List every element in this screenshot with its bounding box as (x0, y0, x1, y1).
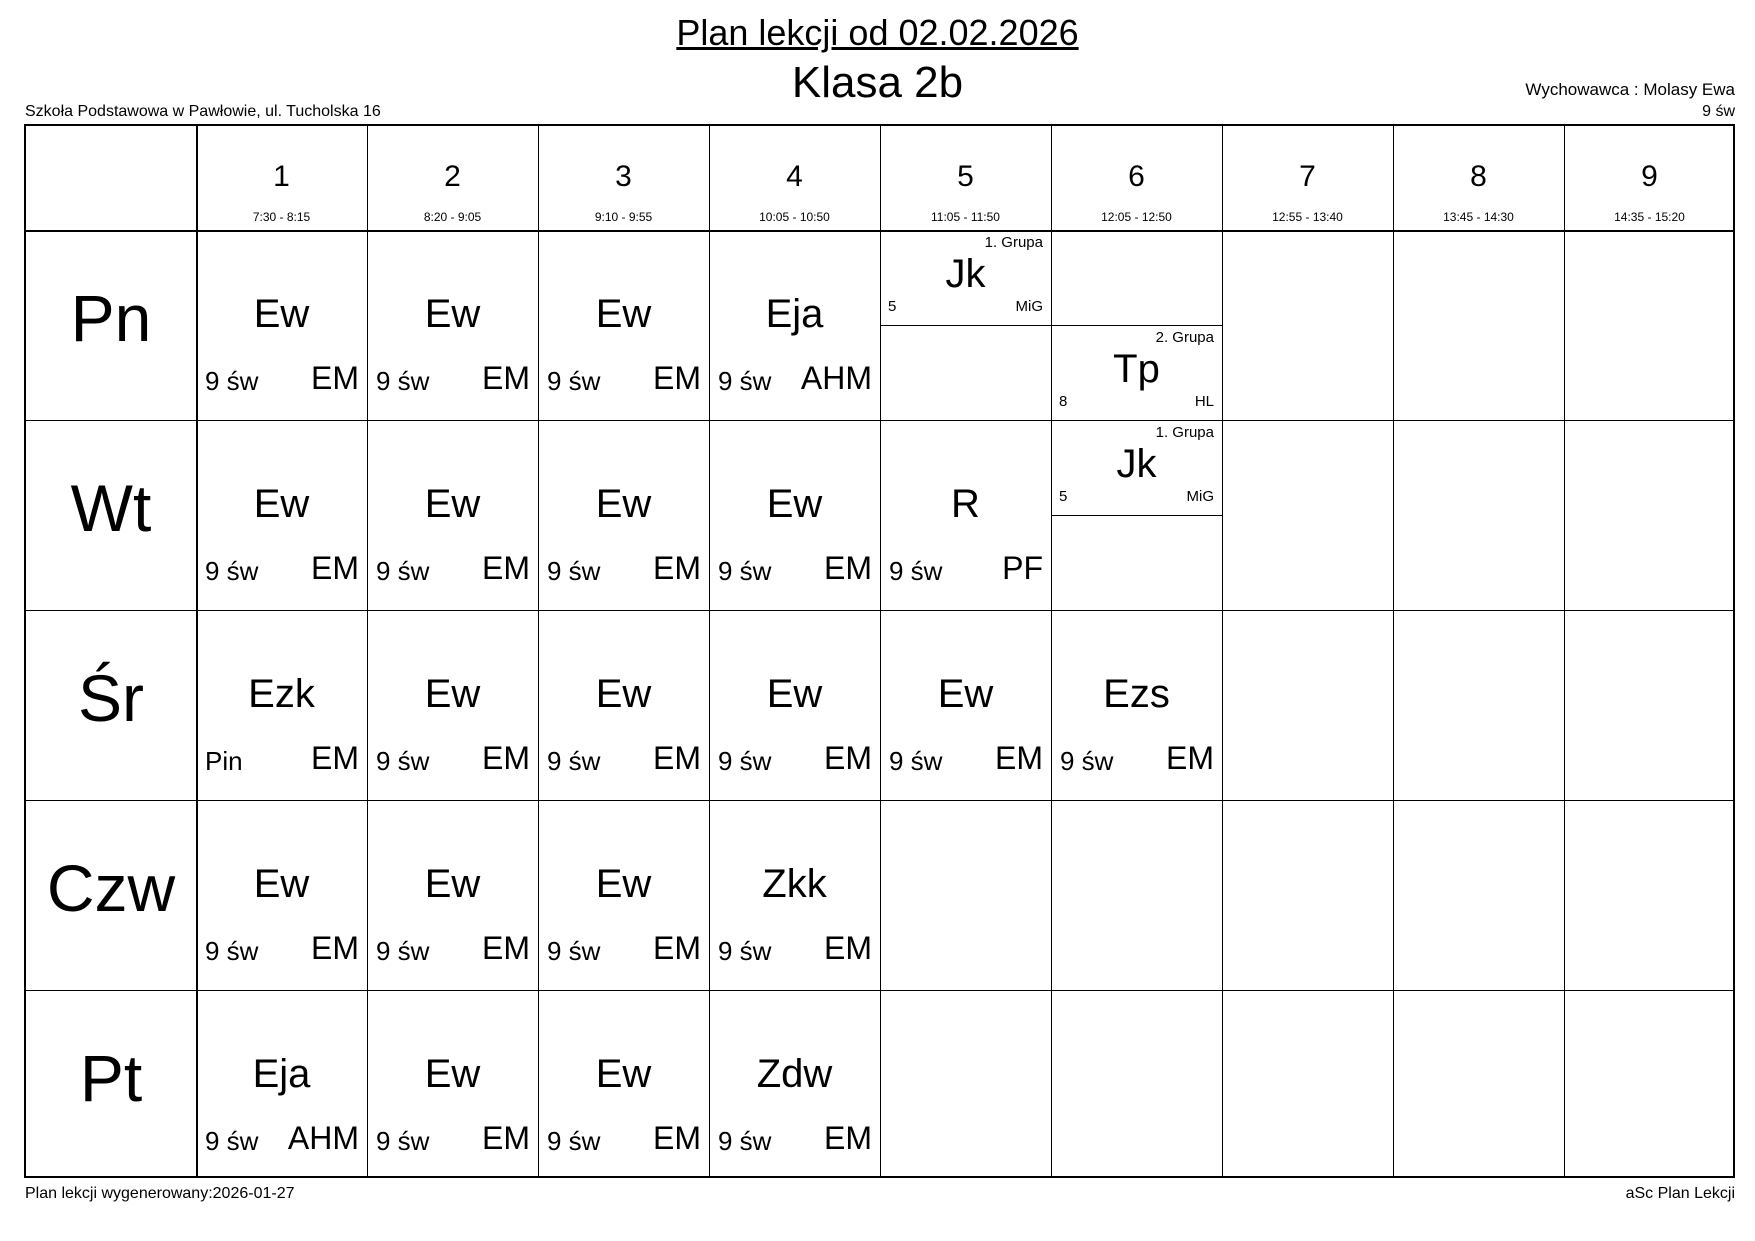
period-time: 8:20 - 9:05 (423, 210, 482, 224)
lesson-subject: Zdw (756, 1052, 833, 1096)
lesson-cell[interactable] (538, 990, 709, 1180)
period-number: 5 (957, 160, 974, 193)
lesson-cell[interactable] (196, 800, 367, 990)
period-time: 11:05 - 11:50 (931, 210, 1000, 224)
lesson-teacher: MiG (1186, 488, 1214, 505)
period-header (1393, 126, 1564, 230)
lesson-room: 5 (888, 298, 897, 315)
period-time: 9:10 - 9:55 (594, 210, 653, 224)
class-name: Klasa 2b (791, 58, 964, 107)
lesson-room: 9 św (547, 936, 601, 966)
lesson-teacher: HL (1194, 393, 1214, 410)
period-number: 6 (1128, 160, 1145, 193)
lesson-subject: Eja (252, 1052, 311, 1096)
lesson-room: Pin (205, 746, 243, 776)
lesson-room: 9 św (547, 556, 601, 586)
period-header (709, 126, 880, 230)
period-header (367, 126, 538, 230)
lesson-room: 9 św (547, 746, 601, 776)
lesson-subject: Ew (424, 482, 481, 526)
day-label: Czw (46, 851, 176, 925)
lesson-subject: Ew (253, 482, 310, 526)
lesson-teacher: EM (995, 740, 1043, 776)
lesson-subject: Ew (424, 1052, 481, 1096)
group-lesson-cell[interactable] (1051, 325, 1222, 420)
lesson-cell[interactable] (196, 230, 367, 420)
period-time: 10:05 - 10:50 (759, 210, 830, 224)
lesson-subject: Ezs (1103, 672, 1170, 716)
lesson-subject: Tp (1113, 347, 1160, 391)
lesson-teacher: AHM (800, 360, 872, 396)
lesson-subject: Zkk (762, 862, 827, 906)
lesson-subject: Eja (765, 292, 824, 336)
period-number: 8 (1470, 160, 1487, 193)
period-header (1222, 126, 1393, 230)
lesson-teacher: EM (482, 360, 530, 396)
lesson-subject: Ew (766, 482, 823, 526)
lesson-teacher: EM (653, 360, 701, 396)
lesson-cell[interactable] (538, 230, 709, 420)
lesson-teacher: EM (1166, 740, 1214, 776)
timetable-title: Plan lekcji od 02.02.2026 (676, 12, 1079, 53)
lesson-room: 9 św (547, 1126, 601, 1156)
lesson-subject: Jk (1116, 442, 1157, 486)
lesson-subject: Ew (595, 292, 652, 336)
period-header (1564, 126, 1735, 230)
lesson-room: 9 św (889, 556, 943, 586)
period-time: 12:55 - 13:40 (1272, 210, 1343, 224)
lesson-teacher: EM (311, 740, 359, 776)
lesson-cell[interactable] (1051, 610, 1222, 800)
period-number: 1 (273, 160, 290, 193)
lesson-cell[interactable] (367, 610, 538, 800)
lesson-teacher: EM (311, 930, 359, 966)
period-time: 13:45 - 14:30 (1443, 210, 1514, 224)
period-header (880, 126, 1051, 230)
period-number: 7 (1299, 160, 1316, 193)
lesson-cell[interactable] (709, 230, 880, 420)
lesson-teacher: EM (482, 1120, 530, 1156)
group-label: 1. Grupa (984, 234, 1043, 251)
lesson-room: 9 św (718, 366, 772, 396)
lesson-room: 9 św (1060, 746, 1114, 776)
lesson-room: 9 św (718, 936, 772, 966)
homeroom-teacher: Wychowawca : Molasy Ewa (1525, 80, 1735, 99)
lesson-subject: Ew (424, 292, 481, 336)
lesson-teacher: EM (824, 1120, 872, 1156)
lesson-subject: Ew (424, 672, 481, 716)
grid-vline (1564, 126, 1565, 1176)
period-number: 9 (1641, 160, 1658, 193)
lesson-room: 9 św (376, 936, 430, 966)
lesson-room: 9 św (718, 746, 772, 776)
lesson-teacher: EM (653, 1120, 701, 1156)
group-lesson-cell[interactable] (880, 230, 1051, 325)
lesson-teacher: EM (824, 740, 872, 776)
group-divider (880, 325, 1051, 326)
lesson-subject: Ew (595, 482, 652, 526)
lesson-cell[interactable] (196, 420, 367, 610)
lesson-cell[interactable] (367, 990, 538, 1180)
lesson-teacher: EM (824, 930, 872, 966)
day-label: Wt (70, 471, 152, 545)
lesson-cell[interactable] (880, 420, 1051, 610)
group-label: 2. Grupa (1155, 329, 1214, 346)
timetable-grid (24, 124, 1735, 1178)
lesson-cell[interactable] (538, 610, 709, 800)
grid-vline (1393, 126, 1394, 1176)
lesson-cell[interactable] (367, 800, 538, 990)
lesson-subject: Ew (253, 862, 310, 906)
lesson-teacher: EM (653, 740, 701, 776)
day-label: Śr (78, 661, 144, 735)
lesson-cell[interactable] (367, 230, 538, 420)
lesson-cell[interactable] (709, 800, 880, 990)
lesson-cell[interactable] (196, 610, 367, 800)
lesson-subject: R (951, 482, 980, 526)
lesson-room: 9 św (205, 366, 259, 396)
grid-vline (1222, 126, 1223, 1176)
lesson-cell[interactable] (709, 990, 880, 1180)
lesson-room: 9 św (376, 556, 430, 586)
group-lesson-cell[interactable] (1051, 420, 1222, 515)
lesson-subject: Ew (595, 672, 652, 716)
period-header (196, 126, 367, 230)
lesson-subject: Ew (766, 672, 823, 716)
lesson-teacher: EM (482, 740, 530, 776)
lesson-teacher: EM (653, 930, 701, 966)
lesson-room: 9 św (889, 746, 943, 776)
group-label: 1. Grupa (1155, 424, 1214, 441)
period-time: 14:35 - 15:20 (1614, 210, 1685, 224)
lesson-teacher: AHM (287, 1120, 359, 1156)
lesson-teacher: EM (482, 930, 530, 966)
lesson-subject: Ew (253, 292, 310, 336)
group-divider (1051, 325, 1222, 326)
period-number: 2 (444, 160, 461, 193)
lesson-room: 9 św (376, 746, 430, 776)
lesson-cell[interactable] (538, 420, 709, 610)
lesson-teacher: EM (824, 550, 872, 586)
lesson-room: 9 św (205, 556, 259, 586)
lesson-room: 9 św (547, 366, 601, 396)
lesson-cell[interactable] (880, 610, 1051, 800)
lesson-teacher: EM (311, 550, 359, 586)
lesson-cell[interactable] (709, 610, 880, 800)
day-label: Pn (70, 281, 152, 355)
lesson-room: 9 św (205, 1126, 259, 1156)
lesson-teacher: EM (482, 550, 530, 586)
lesson-teacher: MiG (1015, 298, 1043, 315)
period-header (1051, 126, 1222, 230)
period-header (538, 126, 709, 230)
lesson-subject: Ew (595, 862, 652, 906)
school-name: Szkoła Podstawowa w Pawłowie, ul. Tucholska 16 (25, 103, 381, 120)
lesson-cell[interactable] (709, 420, 880, 610)
generated-date: Plan lekcji wygenerowany:2026-01-27 (25, 1185, 295, 1202)
period-number: 4 (786, 160, 803, 193)
day-label: Pt (79, 1041, 143, 1115)
lesson-room: 9 św (718, 1126, 772, 1156)
lesson-teacher: PF (1002, 550, 1043, 586)
lesson-subject: Ezk (248, 672, 315, 716)
lesson-subject: Ew (937, 672, 994, 716)
app-name: aSc Plan Lekcji (1625, 1185, 1735, 1202)
lesson-cell[interactable] (367, 420, 538, 610)
lesson-cell[interactable] (538, 800, 709, 990)
lesson-room: 9 św (376, 1126, 430, 1156)
lesson-teacher: EM (311, 360, 359, 396)
lesson-subject: Ew (595, 1052, 652, 1096)
homeroom-room: 9 św (1702, 103, 1735, 120)
period-time: 12:05 - 12:50 (1101, 210, 1172, 224)
lesson-cell[interactable] (196, 990, 367, 1180)
period-time: 7:30 - 8:15 (252, 210, 311, 224)
lesson-teacher: EM (653, 550, 701, 586)
lesson-room: 5 (1059, 488, 1068, 505)
lesson-room: 9 św (205, 936, 259, 966)
group-divider (1051, 515, 1222, 516)
period-number: 3 (615, 160, 632, 193)
lesson-subject: Jk (945, 252, 986, 296)
lesson-room: 8 (1059, 393, 1068, 410)
lesson-room: 9 św (718, 556, 772, 586)
lesson-room: 9 św (376, 366, 430, 396)
lesson-subject: Ew (424, 862, 481, 906)
